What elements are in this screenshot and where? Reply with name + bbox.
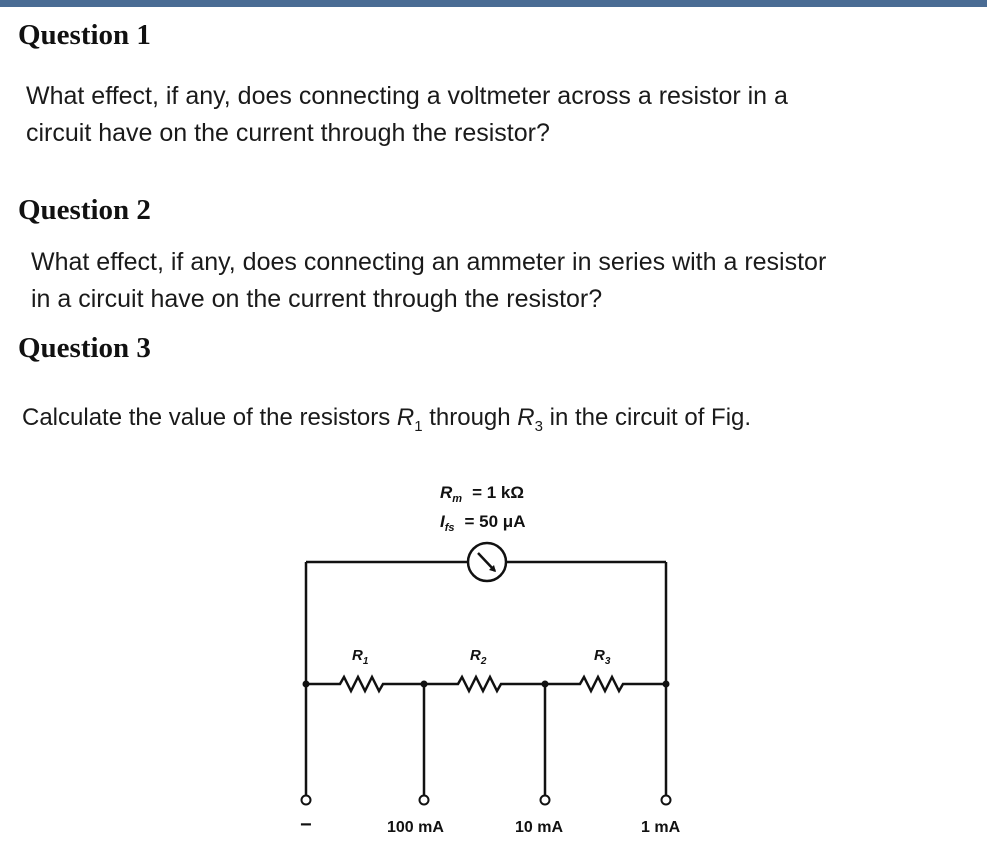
common-terminal bbox=[302, 796, 311, 805]
question-3-text bbox=[22, 404, 751, 435]
question-3-text-middle: through bbox=[422, 404, 518, 431]
tap-1ma-label: 1 mA bbox=[641, 819, 681, 836]
terminal-1ma bbox=[662, 796, 671, 805]
question-3-text-after: in the circuit of Fig. bbox=[542, 404, 752, 431]
question-1-line-1: What effect, if any, does connecting a voltmeter across a resistor in a bbox=[26, 82, 788, 110]
terminal-leads bbox=[306, 684, 666, 795]
rm-label: $R_m = 1$ kΩ bbox=[440, 483, 524, 505]
r2-label: $R_2$ bbox=[470, 647, 487, 667]
question-3-heading: Question 3 bbox=[18, 332, 151, 364]
terminal-100ma bbox=[420, 796, 429, 805]
tap-100ma-label: 100 mA bbox=[387, 819, 444, 836]
resistor-chain bbox=[306, 677, 666, 691]
r1-label: $R_1$ bbox=[352, 647, 369, 667]
tap-10ma-label: 10 mA bbox=[515, 819, 564, 836]
r1-resistor bbox=[306, 677, 424, 691]
ifs-label: $I_{fs} = 50$ μA bbox=[440, 512, 526, 534]
question-3-text-before: Calculate the value of the resistors bbox=[22, 404, 397, 431]
galvanometer-icon bbox=[468, 543, 506, 581]
r1-symbol: $R_1$ bbox=[396, 404, 423, 435]
r3-label: $R_3$ bbox=[594, 647, 611, 667]
r2-resistor bbox=[424, 677, 545, 691]
question-2-line-2: in a circuit have on the current through the resistor? bbox=[31, 285, 603, 313]
ammeter-shunt-circuit bbox=[280, 462, 720, 852]
top-rule bbox=[0, 0, 987, 7]
terminals bbox=[302, 796, 671, 805]
question-1-line-2: circuit have on the current through the resistor? bbox=[26, 119, 550, 147]
question-1-heading: Question 1 bbox=[18, 19, 151, 51]
r3-symbol: $R_3$ bbox=[517, 404, 543, 435]
question-2-line-1: What effect, if any, does connecting an ammeter in series with a resistor bbox=[31, 248, 827, 276]
terminal-10ma bbox=[541, 796, 550, 805]
common-terminal-sign: − bbox=[300, 814, 312, 836]
r3-resistor bbox=[545, 677, 666, 691]
question-2-heading: Question 2 bbox=[18, 194, 151, 226]
